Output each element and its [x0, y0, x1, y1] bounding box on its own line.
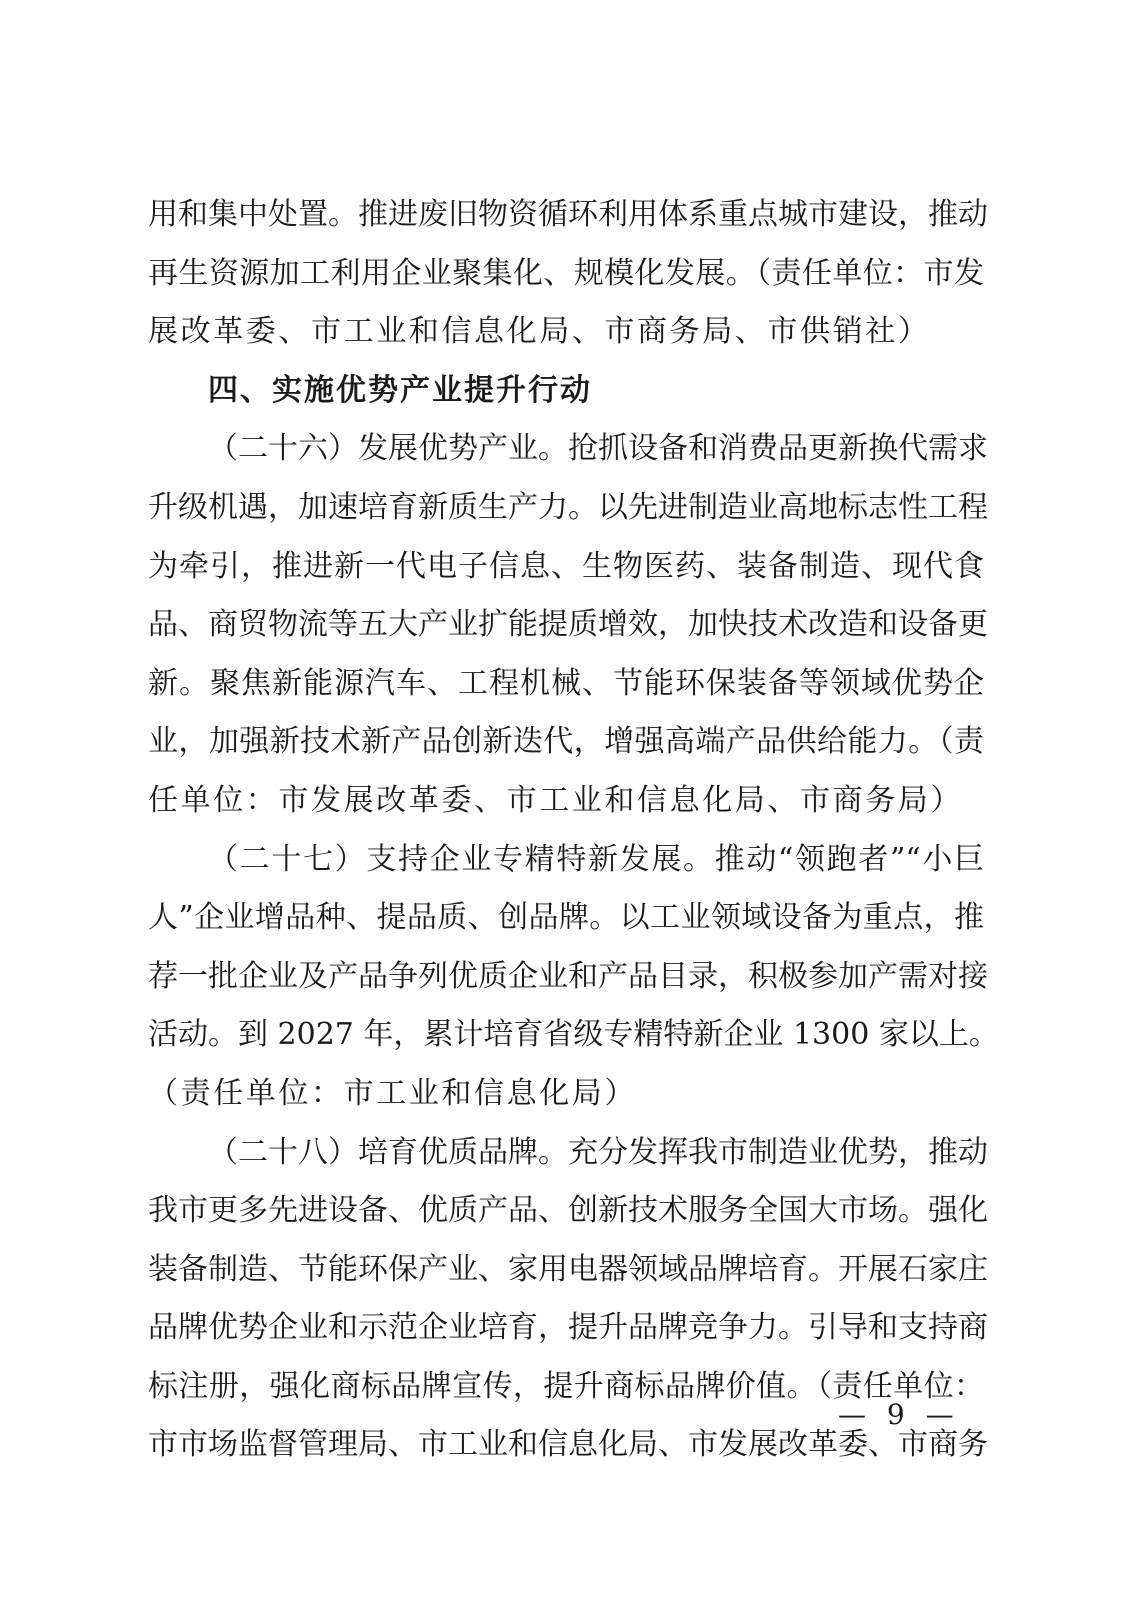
text-line: 人”企业增品种、提品质、创品牌。以工业领域设备为重点，推	[148, 900, 984, 936]
text-line: （二十七）支持企业专精特新发展。推动“领跑者”“小巨	[208, 841, 984, 877]
text-line: 升级机遇，加速培育新质生产力。以先进制造业高地标志性工程	[148, 489, 988, 525]
text-line: 品、商贸物流等五大产业扩能提质增效，加快技术改造和设备更	[148, 607, 988, 643]
text-line: 为牵引，推进新一代电子信息、生物医药、装备制造、现代食	[148, 548, 984, 584]
text-line: 品牌优势企业和示范企业培育，提升品牌竞争力。引导和支持商	[148, 1310, 988, 1346]
text-line: （二十六）发展优势产业。抢抓设备和消费品更新换代需求	[208, 431, 988, 467]
document-body	[148, 186, 999, 1475]
text-line: （二十八）培育优质品牌。充分发挥我市制造业优势，推动	[208, 1134, 988, 1170]
text-line: 活动。到 2027 年，累计培育省级专精特新企业 1300 家以上。	[148, 1017, 999, 1053]
section-heading: 四、实施优势产业提升行动	[208, 372, 592, 408]
text-line: 荐一批企业及产品争列优质企业和产品目录，积极参加产需对接	[148, 958, 988, 994]
text-line: 装备制造、节能环保产业、家用电器领域品牌培育。开展石家庄	[148, 1251, 988, 1287]
page-number: — 9 —	[838, 1398, 960, 1431]
text-line: 任单位：市发展改革委、市工业和信息化局、市商务局）	[148, 782, 963, 818]
text-line: 新。聚焦新能源汽车、工程机械、节能环保装备等领域优势企	[148, 665, 984, 701]
text-line: 用和集中处置。推进废旧物资循环利用体系重点城市建设，推动	[148, 197, 988, 232]
text-line: （责任单位：市工业和信息化局）	[148, 1075, 637, 1111]
text-line: 业，加强新技术新产品创新迭代，增强高端产品供给能力。（责	[148, 724, 984, 760]
text-line: 标注册，强化商标品牌宣传，提升商标品牌价值。（责任单位：	[148, 1368, 984, 1404]
text-line: 展改革委、市工业和信息化局、市商务局、市供销社）	[148, 314, 931, 350]
text-line: 再生资源加工利用企业聚集化、规模化发展。（责任单位：市发	[148, 255, 984, 291]
text-line: 我市更多先进设备、优质产品、创新技术服务全国大市场。强化	[148, 1193, 988, 1229]
text-line: 市市场监督管理局、市工业和信息化局、市发展改革委、市商务	[148, 1427, 988, 1463]
